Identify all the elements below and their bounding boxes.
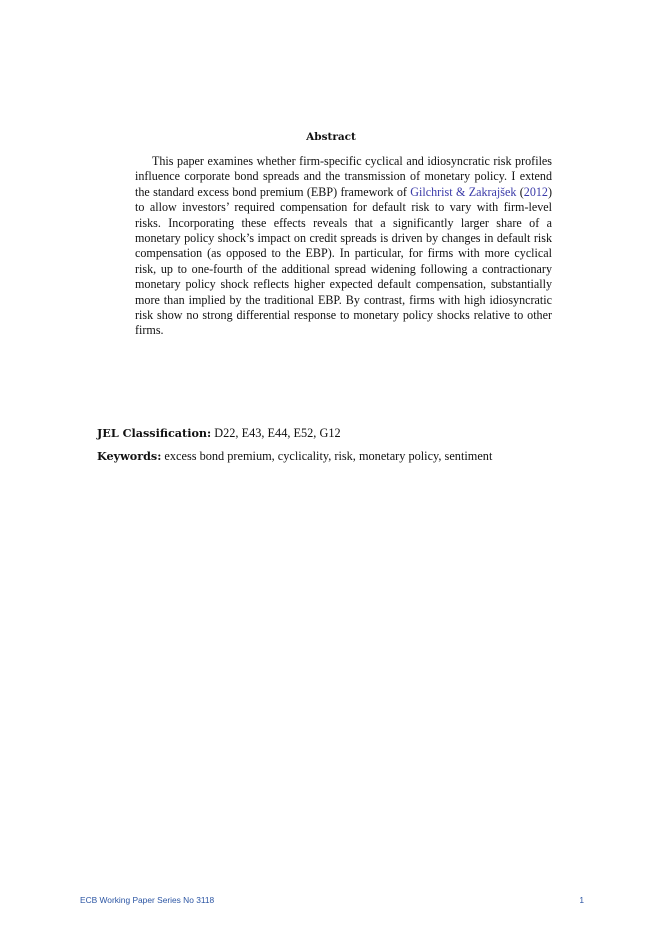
footer-series-title: ECB Working Paper Series No 3118: [80, 895, 215, 905]
abstract-text-part-1: This paper examines whether firm-specific cyclical and idiosyncratic risk profiles influence corporate bond spreads and the transmission of monetary policy. I extend the standard excess bond premium (EBP) framework of: [135, 154, 552, 199]
abstract-text: [135, 154, 552, 339]
abstract-text-part-2: to allow investors’ required compensation for default risk to vary with firm-level risks. Incorporating these effects reveals that a significantly larger share of a monetary policy shock’s impact on credit spreads is driven by changes in default risk compensation (as opposed to the EBP). In particular, for firms with more cyclical risk, up to one-fourth of the additional spread widening following a contractionary monetary policy shock reflects higher expected default compensation, substantially more than implied by the traditional EBP. By contrast, firms with high idiosyncratic risk show no strong differential response to monetary policy shocks relative to other firms.: [135, 200, 552, 338]
footer-page-number: 1: [579, 895, 584, 905]
keywords-label: Keywords:: [97, 449, 162, 463]
keywords: [97, 449, 577, 464]
jel-label: JEL Classification:: [97, 426, 212, 440]
abstract-heading: Abstract: [306, 131, 356, 143]
jel-classification: [97, 426, 577, 441]
citation-year-link[interactable]: 2012: [523, 184, 548, 199]
jel-codes: D22, E43, E44, E52, G12: [214, 426, 341, 440]
keywords-list: excess bond premium, cyclicality, risk, monetary policy, sentiment: [164, 449, 493, 463]
citation-authors-link[interactable]: Gilchrist & Zakrajšek: [410, 184, 517, 199]
citation-open-paren: (: [516, 184, 524, 199]
citation-close-paren: ): [547, 184, 552, 199]
